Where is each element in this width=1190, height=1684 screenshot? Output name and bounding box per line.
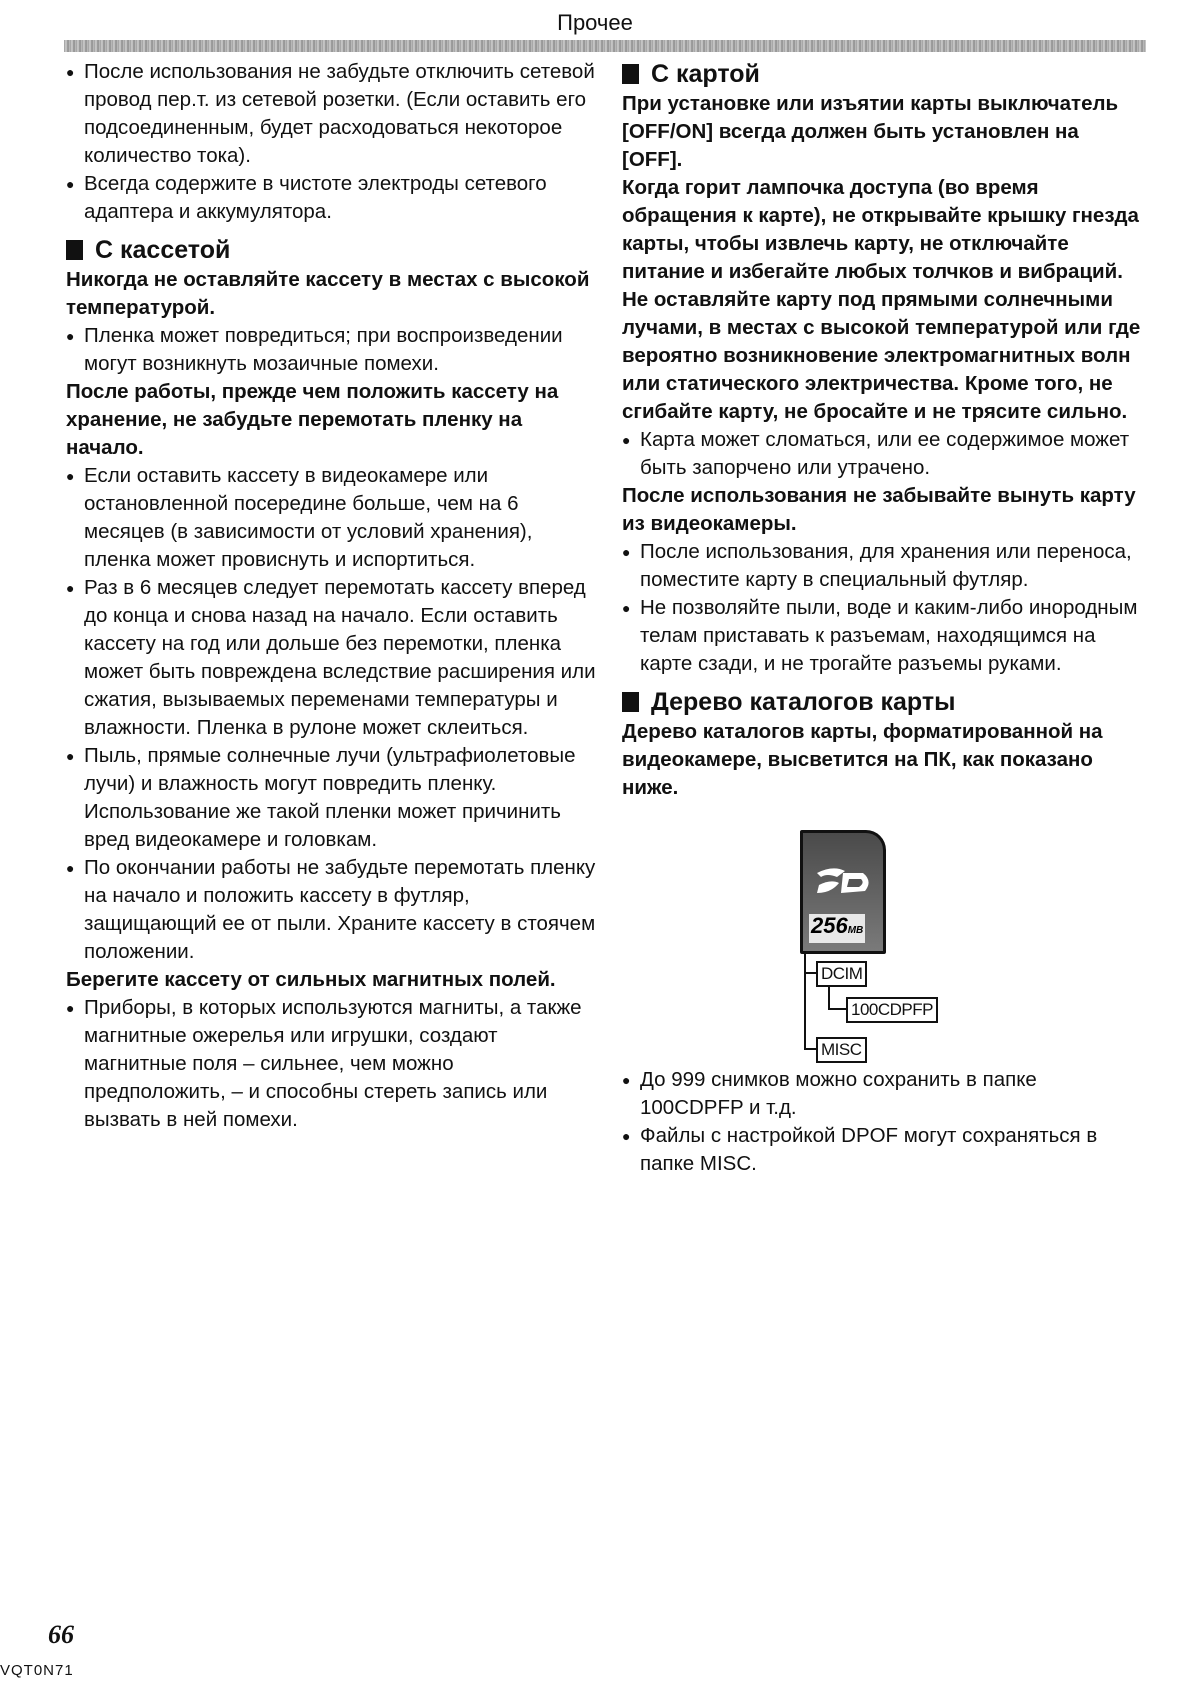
bold-warning: Не оставляйте карту под прямыми солнечными лучами, в местах с высокой температурой или где вероятно возникновение электромагнитных волн или статического электричества. Кроме того, не сгибайте карту, не бросайте и не трясите сильно. — [622, 288, 1141, 423]
page-section-title: Прочее — [557, 10, 633, 35]
bold-warning: Никогда не оставляйте кассету в местах с высокой температурой. — [66, 268, 590, 319]
bullet-item: ● Раз в 6 месяцев следует перемотать кассету вперед до конца и снова назад на начало. Если оставить кассету на год или дольше без перемотки, пленка может быть повреждена вследствие расширения или сжатия, вызываемых переменами температуры и влажности. Пленка в рулоне может склеиться. — [66, 574, 596, 742]
bullet-item: ● Всегда содержите в чистоте электроды сетевого адаптера и аккумулятора. — [66, 170, 596, 226]
tree-connector — [804, 1048, 816, 1050]
folder-misc: MISC — [816, 1037, 867, 1063]
section-heading-text: С картой — [651, 60, 760, 88]
bullet-item: ● Пыль, прямые солнечные лучи (ультрафиолетовые лучи) и влажность могут повредить пленку. Использование же такой пленки может причинить вред видеокамере и головкам. — [66, 742, 596, 854]
page-number: 66 — [48, 1620, 74, 1649]
tree-connector — [804, 972, 816, 974]
bold-warning: Когда горит лампочка доступа (во время обращения к карте), не открывайте крышку гнезда карты, чтобы извлечь карту, не отключайте питание и избегайте любых толчков и вибраций. — [622, 176, 1139, 283]
bold-warning: Берегите кассету от сильных магнитных полей. — [66, 968, 556, 991]
bullet-item: ● Если оставить кассету в видеокамере или остановленной посередине больше, чем на 6 месяцев (в зависимости от условий хранения), пленка может провиснуть и испортиться. — [66, 462, 596, 574]
bold-warning: После работы, прежде чем положить кассету на хранение, не забудьте перемотать пленку на начало. — [66, 380, 559, 459]
bullet-item: ● Пленка может повредиться; при воспроизведении могут возникнуть мозаичные помехи. — [66, 322, 596, 378]
section-heading-tree — [622, 686, 1142, 718]
left-column — [66, 58, 596, 1134]
directory-tree-figure — [622, 830, 1142, 1066]
bullet-item: ● Карта может сломаться, или ее содержимое может быть запорчено или утрачено. — [622, 426, 1142, 482]
bullet-item: ● Не позволяйте пыли, воде и каким-либо инородным телам приставать к разъемам, находящимся на карте сзади, и не трогайте разъемы руками. — [622, 594, 1142, 678]
bold-warning: Дерево каталогов карты, форматированной на видеокамере, высветится на ПК, как показано ниже. — [622, 720, 1103, 799]
folder-100cdpfp: 100CDPFP — [846, 997, 938, 1023]
folder-dcim: DCIM — [816, 961, 867, 987]
section-heading-cassette — [66, 234, 596, 266]
bullet-item: ● Файлы с настройкой DPOF могут сохраняться в папке MISC. — [622, 1122, 1142, 1178]
document-code: VQT0N71 — [0, 1662, 74, 1679]
square-bullet-icon — [66, 240, 83, 260]
square-bullet-icon — [622, 692, 639, 712]
square-bullet-icon — [622, 64, 639, 84]
bold-warning: При установке или изъятии карты выключатель [OFF/ON] всегда должен быть установлен на [OFF]. — [622, 92, 1119, 171]
header-rule — [64, 40, 1146, 52]
section-heading-card — [622, 58, 1142, 90]
bullet-item: ● До 999 снимков можно сохранить в папке 100CDPFP и т.д. — [622, 1066, 1142, 1122]
bullet-item: ● После использования, для хранения или переноса, поместите карту в специальный футляр. — [622, 538, 1142, 594]
bullet-item: ● По окончании работы не забудьте перемотать пленку на начало и положить кассету в футляр, защищающий ее от пыли. Храните кассету в стоячем положении. — [66, 854, 596, 966]
section-heading-text: С кассетой — [95, 236, 231, 264]
tree-connector — [828, 984, 830, 1010]
sd-logo-icon — [813, 863, 875, 901]
card-capacity-label: 256MB — [809, 914, 865, 943]
tree-connector — [828, 1008, 846, 1010]
tree-connector — [804, 954, 806, 1050]
sd-card-icon — [800, 830, 886, 954]
bold-warning: После использования не забывайте вынуть карту из видеокамеры. — [622, 484, 1136, 535]
right-column — [622, 58, 1142, 1178]
bullet-item: ● Приборы, в которых используются магниты, а также магнитные ожерелья или игрушки, создают магнитные поля – сильнее, чем можно предположить, – и способны стереть запись или вызвать в ней помехи. — [66, 994, 596, 1134]
section-heading-text: Дерево каталогов карты — [651, 688, 956, 716]
bullet-item: ● После использования не забудьте отключить сетевой провод пер.т. из сетевой розетки. (Если оставить его подсоединенным, будет расходоваться некоторое количество тока). — [66, 58, 596, 170]
